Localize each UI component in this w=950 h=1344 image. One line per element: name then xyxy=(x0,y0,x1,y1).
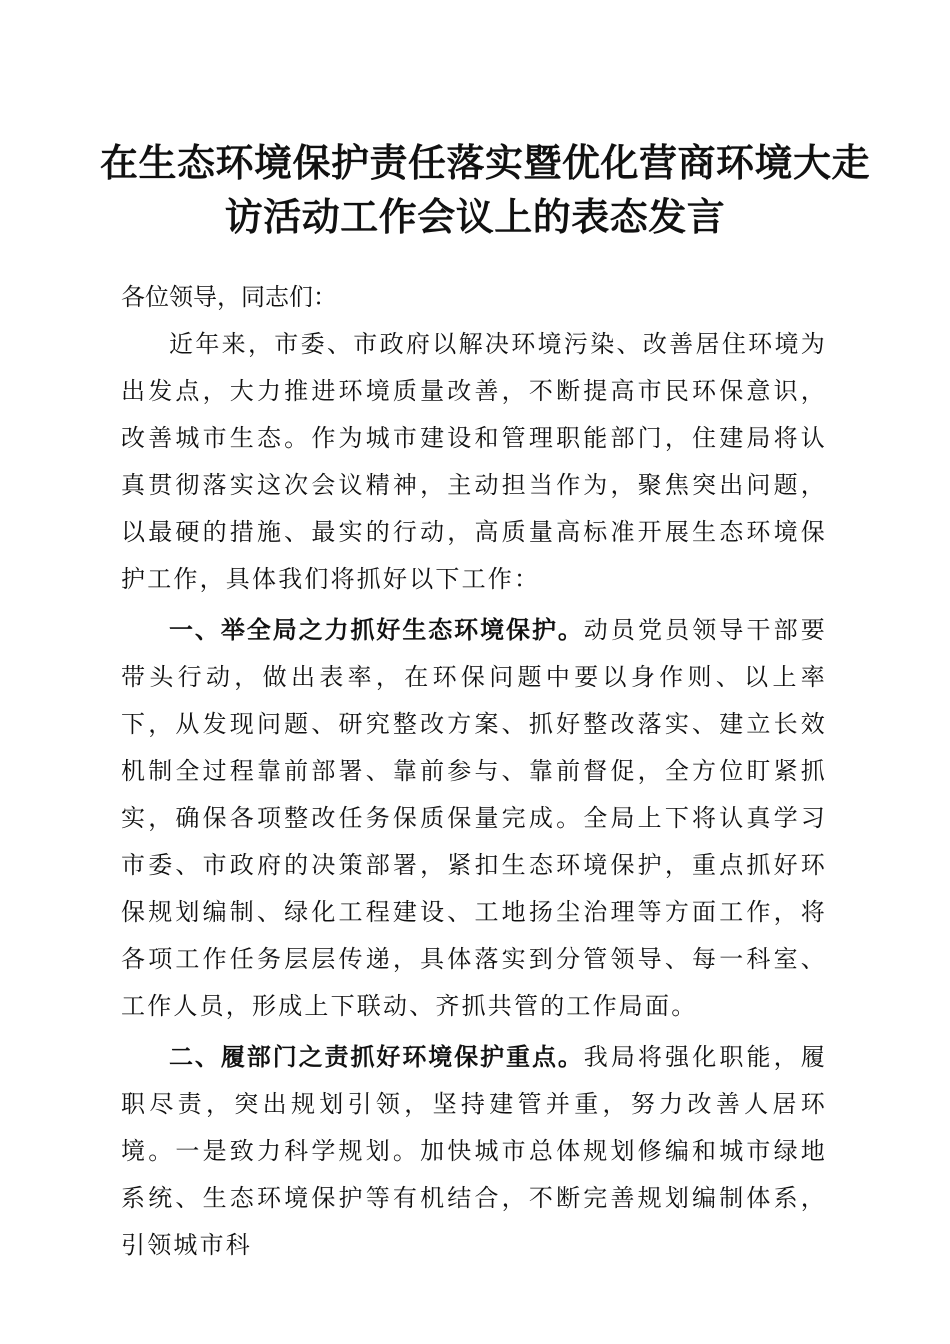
title-line-2: 访活动工作会议上的表态发言 xyxy=(224,194,726,239)
paragraph-intro-text: 近年来，市委、市政府以解决环境污染、改善居住环境为出发点，大力推进环境质量改善，不断提高市民环保意识，改善城市生态。作为城市建设和管理职能部门，住建局将认真贯彻落实这次会议精神，主动担当作为，聚焦突出问题，以最硬的措施、最实的行动，高质量高标准开展生态环境保护工作，具体我们将抓好以下工作： xyxy=(121,330,827,593)
paragraph-intro xyxy=(121,321,827,603)
salutation: 各位领导，同志们： xyxy=(121,283,337,311)
document-body xyxy=(121,274,827,1269)
paragraph-section-2 xyxy=(121,1034,827,1269)
section-1-heading: 一、举全局之力抓好生态环境保护。 xyxy=(169,616,584,644)
section-2-heading: 二、履部门之责抓好环境保护重点。 xyxy=(169,1043,584,1071)
paragraph-section-1 xyxy=(121,607,827,1030)
section-2-text: 我局将强化职能，履职尽责，突出规划引领，坚持建管并重，努力改善人居环境。一是致力科学规划。加快城市总体规划修编和城市绿地系统、生态环境保护等有机结合，不断完善规划编制体系，引领城市科 xyxy=(121,1043,827,1259)
document-title xyxy=(100,136,871,244)
title-line-1: 在生态环境保护责任落实暨优化营商环境大走 xyxy=(100,140,871,185)
section-1-text: 动员党员领导干部要带头行动，做出表率，在环保问题中要以身作则、以上率下，从发现问题、研究整改方案、抓好整改落实、建立长效机制全过程靠前部署、靠前参与、靠前督促，全方位盯紧抓实，确保各项整改任务保质保量完成。全局上下将认真学习市委、市政府的决策部署，紧扣生态环境保护，重点抓好环保规划编制、绿化工程建设、工地扬尘治理等方面工作，将各项工作任务层层传递，具体落实到分管领导、每一科室、工作人员，形成上下联动、齐抓共管的工作局面。 xyxy=(121,616,827,1020)
